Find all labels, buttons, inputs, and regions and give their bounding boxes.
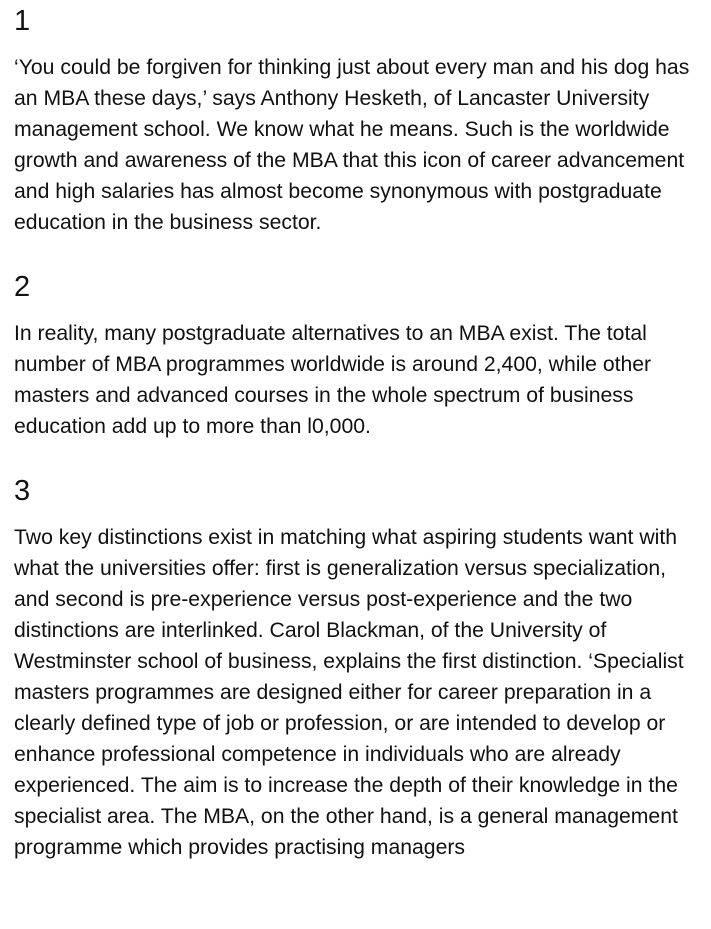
paragraph-3: Two key distinctions exist in matching what aspiring students want with what the universities offer: first is generalization versus specialization, and second is pre-experience versus post-experience and the two distinctions are interlinked. Carol Blackman, of the University of Westminster school of business, explains the first distinction. ‘Specialist masters programmes are designed either for career preparation in a clearly defined type of job or profession, or are intended to develop or enhance professional competence in individuals who are already experienced. The aim is to increase the depth of their knowledge in the specialist area. The MBA, on the other hand, is a general management programme which provides practising managers — [14, 526, 684, 859]
paragraph-2: In reality, many postgraduate alternatives to an MBA exist. The total number of MBA programmes worldwide is around 2,400, while other masters and advanced courses in the whole spectrum of business education add up to more than l0,000. — [14, 322, 652, 438]
paragraph-1: ‘You could be forgiven for thinking just about every man and his dog has an MBA these days,’ says Anthony Hesketh, of Lancaster University management school. We know what he means. Such is the worldwide growth and awareness of the MBA that this icon of career advancement and high salaries has almost become synonymous with postgraduate education in the business sector. — [14, 56, 690, 234]
section-number-3: 3 — [14, 475, 31, 507]
section-gap — [14, 238, 703, 270]
section-gap — [14, 442, 703, 474]
section-number-2: 2 — [14, 271, 31, 303]
section-number-1: 1 — [14, 5, 31, 37]
